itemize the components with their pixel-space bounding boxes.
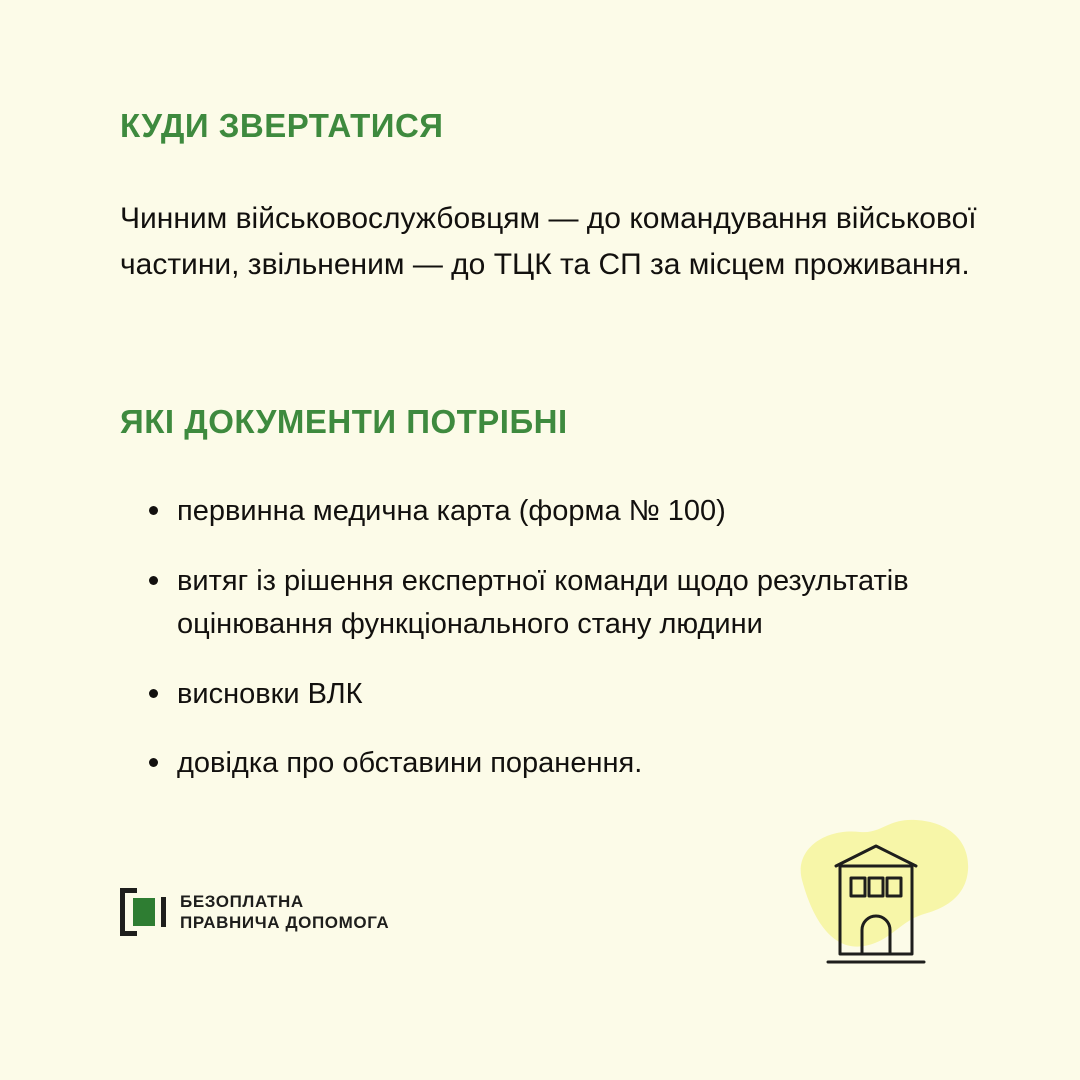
government-building-icon [816,832,936,972]
list-item [145,560,985,647]
list-item [145,490,985,534]
bullet-icon [149,576,158,585]
list-item [145,742,985,786]
list-item-label: висновки ВЛК [177,677,363,710]
where-section-paragraph: Чинним військовослужбовцям — до командування військової частини, звільненим — до ТЦК та СП за місцем проживання. [120,202,977,281]
brand-logo-line2: ПРАВНИЧА ДОПОМОГА [180,913,390,932]
list-item-label: первинна медична карта (форма № 100) [177,495,726,527]
list-item [145,673,985,717]
where-section-heading: КУДИ ЗВЕРТАТИСЯ [120,107,444,144]
bullet-icon [149,689,158,698]
brand-logo-line1: БЕЗОПЛАТНА [180,892,304,911]
bracket-logo-icon [120,888,166,936]
bullet-icon [149,506,158,515]
list-item-label: довідка про обставини поранення. [177,747,643,779]
illustration [764,814,994,994]
list-item-label: витяг із рішення експертної команди щодо результатів оцінювання функціонального стану людини [177,564,909,640]
documents-list [145,490,985,786]
brand-logo-text [180,893,389,931]
brand-logo [120,888,389,936]
bullet-icon [149,758,158,767]
documents-section-heading: ЯКІ ДОКУМЕНТИ ПОТРІБНІ [120,403,568,440]
